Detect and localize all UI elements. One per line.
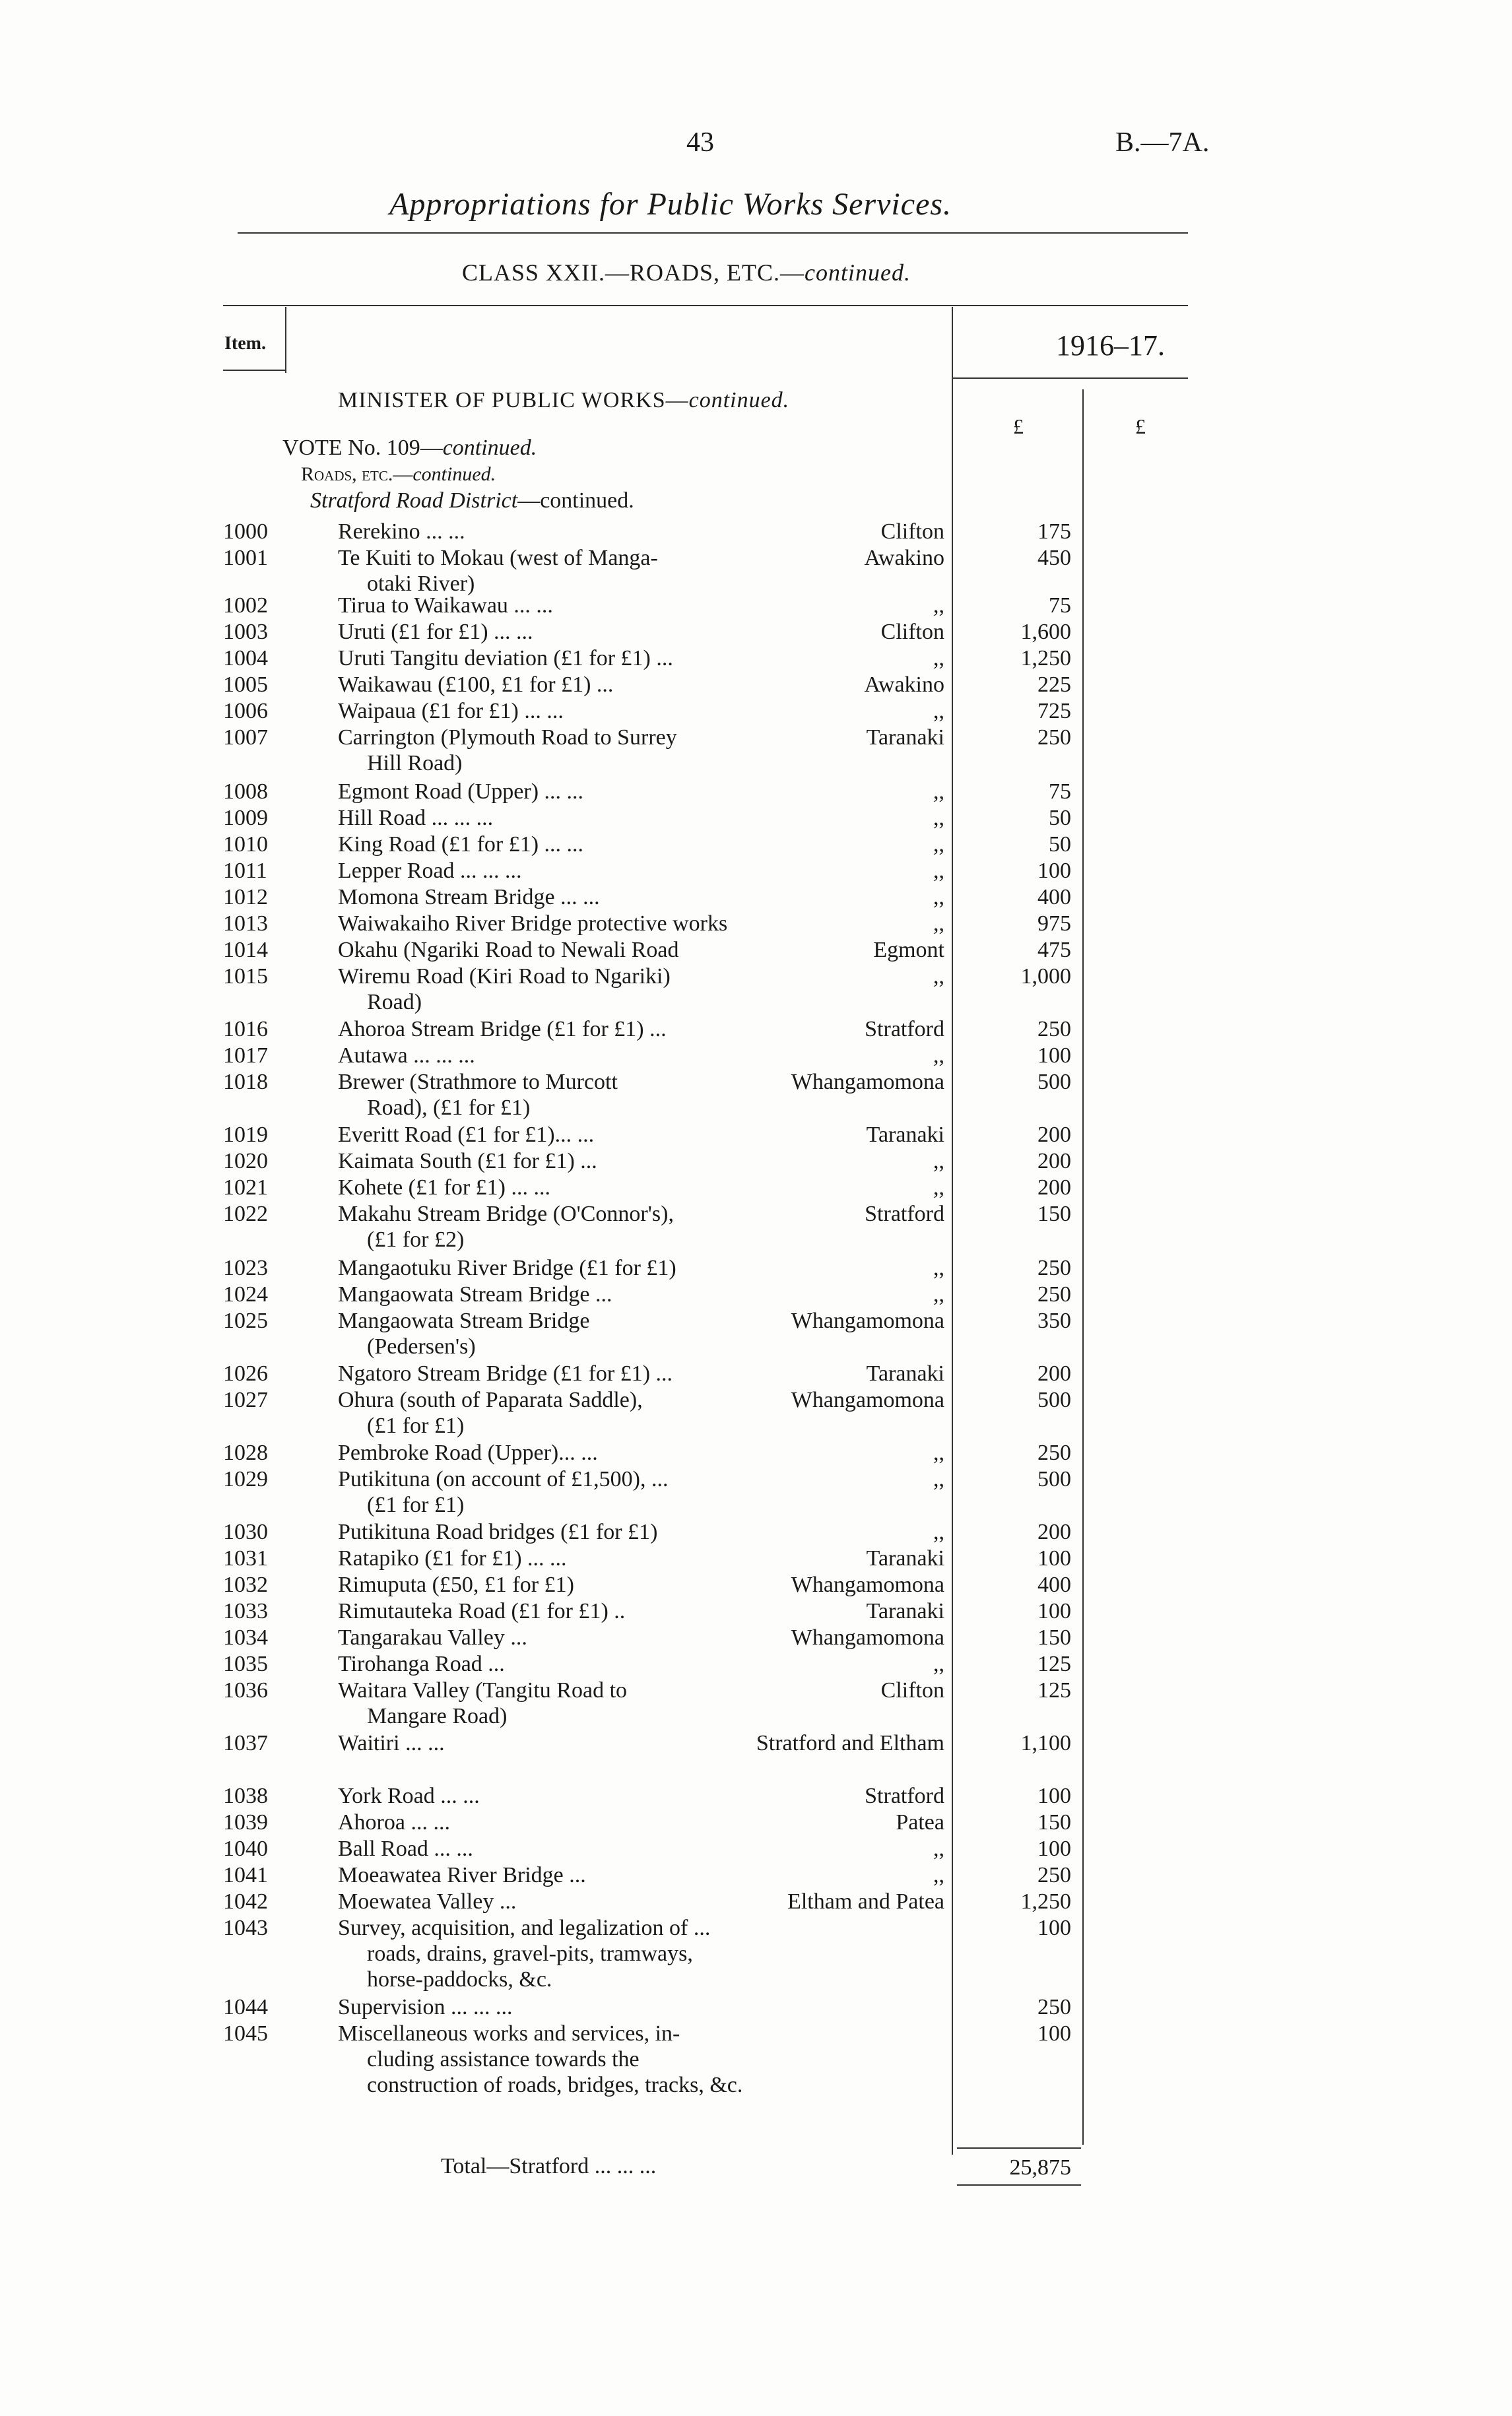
electoral-district: ,,	[933, 779, 944, 804]
amount: 725	[1037, 699, 1071, 723]
description-text: Ahoroa ... ...	[338, 1810, 450, 1835]
description-text: Waiwakaiho River Bridge protective works	[338, 911, 728, 936]
minister-main: MINISTER OF PUBLIC WORKS—	[338, 388, 689, 412]
amount: 50	[1049, 832, 1071, 857]
electoral-district: ,,	[933, 699, 944, 723]
electoral-district: ,,	[933, 1652, 944, 1676]
description-text: Putikituna Road bridges (£1 for £1)	[338, 1520, 658, 1544]
item-number: 1034	[223, 1625, 268, 1650]
item-description	[338, 1387, 754, 1439]
item-number: 1003	[223, 620, 268, 644]
amount: 100	[1037, 1784, 1071, 1808]
electoral-district: ,,	[933, 1175, 944, 1200]
item-description	[338, 1519, 754, 1545]
item-description	[338, 725, 754, 776]
description-continuation: (Pedersen's)	[367, 1334, 476, 1359]
description-text: Rimutauteka Road (£1 for £1) ..	[338, 1599, 626, 1623]
item-description	[338, 645, 754, 671]
item-description	[338, 1546, 754, 1571]
description-text: Rimuputa (£50, £1 for £1)	[338, 1573, 574, 1597]
item-description	[338, 1915, 754, 1992]
description-text: Ratapiko (£1 for £1) ... ...	[338, 1546, 567, 1571]
item-description	[338, 937, 754, 963]
description-text: Supervision ... ... ...	[338, 1995, 513, 2019]
item-description	[338, 1308, 754, 1359]
amount: 200	[1037, 1149, 1071, 1173]
amount: 100	[1037, 1043, 1071, 1068]
description-text: Ahoroa Stream Bridge (£1 for £1) ...	[338, 1017, 667, 1041]
item-description	[338, 593, 754, 618]
item-description	[338, 1466, 754, 1518]
amount: 75	[1049, 593, 1071, 618]
description-text: Kaimata South (£1 for £1) ...	[338, 1149, 597, 1173]
item-description	[338, 1651, 754, 1677]
amount: 250	[1037, 1256, 1071, 1280]
item-description	[338, 1175, 754, 1200]
item-number: 1006	[223, 699, 268, 723]
item-description	[338, 1783, 754, 1809]
electoral-district: ,,	[933, 911, 944, 936]
electoral-district: ,,	[933, 859, 944, 883]
description-text: Survey, acquisition, and legalization of ...	[338, 1916, 711, 1940]
amount: 175	[1037, 519, 1071, 544]
item-number: 1027	[223, 1388, 268, 1412]
electoral-district: ,,	[933, 1043, 944, 1068]
item-number: 1002	[223, 593, 268, 618]
item-description	[338, 1994, 754, 2020]
description-text: Kohete (£1 for £1) ... ...	[338, 1175, 550, 1200]
description-text: York Road ... ...	[338, 1784, 480, 1808]
item-number: 1001	[223, 546, 268, 570]
electoral-district: Whangamomona	[791, 1573, 944, 1597]
item-number: 1029	[223, 1467, 268, 1491]
amount: 100	[1037, 1916, 1071, 1940]
page-number: 43	[686, 127, 714, 158]
item-description	[338, 884, 754, 910]
item-number: 1025	[223, 1309, 268, 1333]
electoral-district: ,,	[933, 1863, 944, 1887]
item-number: 1017	[223, 1043, 268, 1068]
item-number: 1020	[223, 1149, 268, 1173]
item-number: 1041	[223, 1863, 268, 1887]
item-description	[338, 1282, 754, 1307]
electoral-district: Stratford and Eltham	[756, 1731, 944, 1755]
item-number: 1039	[223, 1810, 268, 1835]
amount: 100	[1037, 2021, 1071, 2046]
amount: 100	[1037, 1546, 1071, 1571]
total-amount: 25,875	[1009, 2155, 1071, 2180]
description-text: Lepper Road ... ... ...	[338, 859, 522, 883]
amount: 350	[1037, 1309, 1071, 1333]
description-text: Tirohanga Road ...	[338, 1652, 505, 1676]
amount: 125	[1037, 1678, 1071, 1703]
item-number: 1037	[223, 1731, 268, 1755]
amount: 1,250	[1020, 646, 1071, 670]
item-number: 1033	[223, 1599, 268, 1623]
description-text: Makahu Stream Bridge (O'Connor's),	[338, 1202, 674, 1226]
item-number: 1014	[223, 938, 268, 962]
amount: 150	[1037, 1810, 1071, 1835]
item-description	[338, 1122, 754, 1148]
electoral-district: ,,	[933, 832, 944, 857]
electoral-district: Taranaki	[866, 1546, 944, 1571]
item-number: 1012	[223, 885, 268, 909]
item-number: 1028	[223, 1441, 268, 1465]
district-main: Stratford Road District	[310, 488, 518, 513]
vote-main: VOTE No. 109—	[282, 436, 443, 460]
item-number: 1022	[223, 1202, 268, 1226]
amount: 975	[1037, 911, 1071, 936]
amount: 1,100	[1020, 1731, 1071, 1755]
description-continuation: (£1 for £1)	[367, 1493, 465, 1517]
item-description	[338, 1572, 754, 1598]
amount: 400	[1037, 1573, 1071, 1597]
electoral-district: ,,	[933, 1520, 944, 1544]
item-number: 1000	[223, 519, 268, 544]
item-description	[338, 779, 754, 804]
description-text: Tangarakau Valley ...	[338, 1625, 527, 1650]
electoral-district: Egmont	[873, 938, 944, 962]
item-column-header: Item.	[224, 333, 266, 354]
electoral-district: ,,	[933, 964, 944, 989]
electoral-district: Stratford	[865, 1017, 944, 1041]
amount: 250	[1037, 1863, 1071, 1887]
item-number: 1044	[223, 1995, 268, 2019]
description-text: Pembroke Road (Upper)... ...	[338, 1441, 598, 1465]
item-description	[338, 805, 754, 831]
pound-sign-1: £	[1013, 414, 1024, 438]
item-number: 1016	[223, 1017, 268, 1041]
item-description	[338, 1836, 754, 1862]
item-description	[338, 1625, 754, 1650]
item-number: 1011	[223, 859, 267, 883]
amount: 250	[1037, 1017, 1071, 1041]
electoral-district: Awakino	[864, 546, 944, 570]
item-number: 1042	[223, 1889, 268, 1914]
electoral-district: ,,	[933, 1467, 944, 1491]
item-description	[338, 2021, 754, 2098]
electoral-district: Whangamomona	[791, 1309, 944, 1333]
item-number: 1043	[223, 1916, 268, 1940]
electoral-district: Taranaki	[866, 1599, 944, 1623]
item-description	[338, 1255, 754, 1281]
item-description	[338, 832, 754, 857]
description-text: Mangaowata Stream Bridge	[338, 1309, 590, 1333]
item-number: 1030	[223, 1520, 268, 1544]
item-description	[338, 619, 754, 645]
item-number: 1008	[223, 779, 268, 804]
electoral-district: ,,	[933, 885, 944, 909]
description-continuation: (£1 for £1)	[367, 1414, 465, 1438]
item-description	[338, 1440, 754, 1466]
description-text: Mangaowata Stream Bridge ...	[338, 1282, 612, 1307]
total-rule	[957, 2147, 1081, 2149]
item-description	[338, 1361, 754, 1387]
amount: 500	[1037, 1388, 1071, 1412]
item-description	[338, 1730, 754, 1756]
item-number: 1036	[223, 1678, 268, 1703]
description-text: Rerekino ... ...	[338, 519, 465, 544]
electoral-district: ,,	[933, 1149, 944, 1173]
amount: 100	[1037, 859, 1071, 883]
description-continuation: Road)	[367, 990, 422, 1014]
item-description	[338, 698, 754, 724]
item-description	[338, 672, 754, 698]
electoral-district: Eltham and Patea	[787, 1889, 944, 1914]
item-description	[338, 1889, 754, 1914]
electoral-district: Clifton	[880, 519, 944, 544]
amount: 200	[1037, 1123, 1071, 1147]
amount: 225	[1037, 672, 1071, 697]
electoral-district: Clifton	[880, 1678, 944, 1703]
description-text: Uruti Tangitu deviation (£1 for £1) ...	[338, 646, 673, 670]
amount: 250	[1037, 1441, 1071, 1465]
district-cont: —continued.	[517, 488, 634, 513]
description-text: King Road (£1 for £1) ... ...	[338, 832, 584, 857]
electoral-district: ,,	[933, 1837, 944, 1861]
item-description	[338, 519, 754, 544]
item-number: 1009	[223, 806, 268, 830]
electoral-district: Whangamomona	[791, 1625, 944, 1650]
amount: 250	[1037, 1995, 1071, 2019]
description-continuation: Hill Road)	[367, 751, 463, 775]
description-text: Brewer (Strathmore to Murcott	[338, 1070, 618, 1094]
item-number: 1031	[223, 1546, 268, 1571]
description-continuation: (£1 for £2)	[367, 1227, 465, 1252]
description-text: Waipaua (£1 for £1) ... ...	[338, 699, 564, 723]
amount: 250	[1037, 1282, 1071, 1307]
total-label: Total—Stratford ... ... ...	[441, 2154, 657, 2178]
amount: 250	[1037, 725, 1071, 750]
roads-cont: continued.	[412, 463, 496, 485]
item-number: 1035	[223, 1652, 268, 1676]
description-continuation: otaki River)	[367, 571, 475, 596]
amount: 50	[1049, 806, 1071, 830]
item-number: 1040	[223, 1837, 268, 1861]
amount: 125	[1037, 1652, 1071, 1676]
electoral-district: Stratford	[865, 1784, 944, 1808]
document-code: B.—7A.	[1115, 127, 1210, 158]
description-text: Hill Road ... ... ...	[338, 806, 494, 830]
running-title: Appropriations for Public Works Services.	[389, 187, 952, 222]
electoral-district: ,,	[933, 1256, 944, 1280]
item-number: 1024	[223, 1282, 268, 1307]
amount: 200	[1037, 1175, 1071, 1200]
item-description	[338, 1598, 754, 1624]
item-number: 1007	[223, 725, 268, 750]
description-text: Ohura (south of Paparata Saddle),	[338, 1388, 643, 1412]
item-description	[338, 545, 754, 597]
amount: 475	[1037, 938, 1071, 962]
amount: 150	[1037, 1202, 1071, 1226]
minister-cont: continued.	[688, 388, 790, 412]
description-text: Uruti (£1 for £1) ... ...	[338, 620, 533, 644]
description-text: Autawa ... ... ...	[338, 1043, 475, 1068]
amount: 450	[1037, 546, 1071, 570]
electoral-district: Taranaki	[866, 725, 944, 750]
item-number: 1004	[223, 646, 268, 670]
description-text: Waitiri ... ...	[338, 1731, 445, 1755]
amount: 200	[1037, 1520, 1071, 1544]
amount: 100	[1037, 1599, 1071, 1623]
electoral-district: ,,	[933, 593, 944, 618]
description-text: Momona Stream Bridge ... ...	[338, 885, 600, 909]
item-number: 1010	[223, 832, 268, 857]
description-text: Ngatoro Stream Bridge (£1 for £1) ...	[338, 1361, 673, 1386]
description-text: Miscellaneous works and services, in-	[338, 2021, 680, 2046]
item-number: 1038	[223, 1784, 268, 1808]
description-text: Egmont Road (Upper) ... ...	[338, 779, 584, 804]
description-text: Wiremu Road (Kiri Road to Ngariki)	[338, 964, 671, 989]
vote-cont: continued.	[442, 436, 537, 460]
description-text: Putikituna (on account of £1,500), ...	[338, 1467, 669, 1491]
item-number: 1045	[223, 2021, 268, 2046]
item-number: 1013	[223, 911, 268, 936]
item-number: 1019	[223, 1123, 268, 1147]
amount: 100	[1037, 1837, 1071, 1861]
item-number: 1032	[223, 1573, 268, 1597]
amount: 75	[1049, 779, 1071, 804]
amount: 150	[1037, 1625, 1071, 1650]
description-text: Tirua to Waikawau ... ...	[338, 593, 553, 618]
year-column-header: 1916–17.	[1056, 329, 1165, 362]
item-description	[338, 1678, 754, 1729]
amount: 500	[1037, 1467, 1071, 1491]
item-description	[338, 911, 754, 936]
description-text: Everitt Road (£1 for £1)... ...	[338, 1123, 595, 1147]
electoral-district: Whangamomona	[791, 1388, 944, 1412]
item-description	[338, 1862, 754, 1888]
amount: 1,600	[1020, 620, 1071, 644]
item-number: 1015	[223, 964, 268, 989]
amount: 1,000	[1020, 964, 1071, 989]
description-text: Ball Road ... ...	[338, 1837, 473, 1861]
electoral-district: Clifton	[880, 620, 944, 644]
description-continuation: Road), (£1 for £1)	[367, 1095, 531, 1120]
description-text: Waitara Valley (Tangitu Road to	[338, 1678, 628, 1703]
item-description	[338, 963, 754, 1015]
item-number: 1021	[223, 1175, 268, 1200]
description-text: Mangaotuku River Bridge (£1 for £1)	[338, 1256, 676, 1280]
item-description	[338, 1069, 754, 1121]
item-description	[338, 1016, 754, 1042]
description-text: Te Kuiti to Mokau (west of Manga-	[338, 546, 658, 570]
item-description	[338, 858, 754, 884]
item-description	[338, 1148, 754, 1174]
electoral-district: Patea	[896, 1810, 944, 1835]
electoral-district: Taranaki	[866, 1361, 944, 1386]
description-continuation: Mangare Road)	[367, 1704, 508, 1728]
class-title-cont: continued.	[805, 259, 911, 286]
amount: 1,250	[1020, 1889, 1071, 1914]
description-continuation: cluding assistance towards the construction of roads, bridges, tracks, &c.	[367, 2047, 743, 2097]
electoral-district: Stratford	[865, 1202, 944, 1226]
item-number: 1023	[223, 1256, 268, 1280]
electoral-district: ,,	[933, 646, 944, 670]
amount: 500	[1037, 1070, 1071, 1094]
electoral-district: Whangamomona	[791, 1070, 944, 1094]
item-description	[338, 1201, 754, 1253]
description-continuation: roads, drains, gravel-pits, tramways, horse-paddocks, &c.	[367, 1942, 693, 1992]
amount: 400	[1037, 885, 1071, 909]
roads-main: Roads, etc.—	[301, 463, 413, 485]
description-text: Moeawatea River Bridge ...	[338, 1863, 586, 1887]
description-text: Moewatea Valley ...	[338, 1889, 517, 1914]
amount: 200	[1037, 1361, 1071, 1386]
description-text: Okahu (Ngariki Road to Newali Road	[338, 938, 679, 962]
item-number: 1018	[223, 1070, 268, 1094]
electoral-district: ,,	[933, 1441, 944, 1465]
total-bottom-rule	[957, 2184, 1081, 2186]
item-number: 1005	[223, 672, 268, 697]
description-text: Carrington (Plymouth Road to Surrey	[338, 725, 677, 750]
class-title-main: CLASS XXII.—ROADS, ETC.—	[462, 259, 805, 286]
item-description	[338, 1043, 754, 1068]
electoral-district: Awakino	[864, 672, 944, 697]
pound-sign-2: £	[1135, 414, 1146, 438]
electoral-district: ,,	[933, 806, 944, 830]
item-number: 1026	[223, 1361, 268, 1386]
item-description	[338, 1810, 754, 1835]
electoral-district: ,,	[933, 1282, 944, 1307]
description-text: Waikawau (£100, £1 for £1) ...	[338, 672, 614, 697]
electoral-district: Taranaki	[866, 1123, 944, 1147]
